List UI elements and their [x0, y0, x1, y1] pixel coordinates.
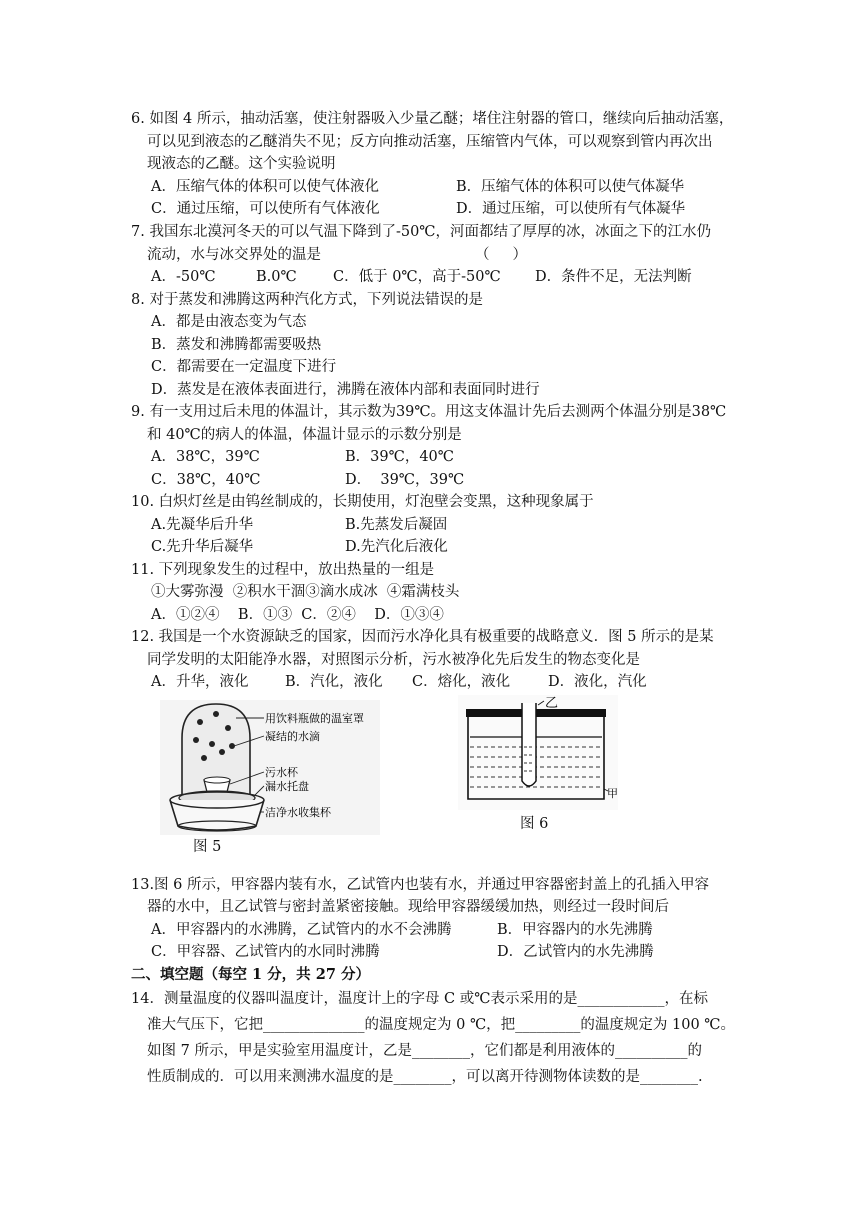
q6-option-c: C．通过压缩，可以使所有气体液化 — [151, 201, 380, 217]
q7-line1: 7. 我国东北漠河冬天的可以气温下降到了-50℃，河面都结了厚厚的冰，冰面之下的江水仍 — [131, 224, 712, 240]
q10-option-c: C.先升华后凝华 — [151, 539, 254, 555]
q6-option-d: D．通过压缩，可以使所有气体凝华 — [456, 201, 686, 217]
q13-option-a: A．甲容器内的水沸腾，乙试管内的水不会沸腾 — [151, 922, 452, 938]
q12-option-a: A．升华，液化 — [151, 674, 249, 690]
q6-option-b: B．压缩气体的体积可以使气体凝华 — [456, 179, 685, 195]
figure-5-caption: 图 5 — [193, 839, 222, 855]
q14-line2: 准大气压下，它把______________的温度规定为 0 ℃，把_________的温度规定为 100 ℃。 — [147, 1017, 736, 1033]
q7-option-c: C．低于 0℃，高于-50℃ — [333, 269, 501, 285]
q7-option-a: A．-50℃ — [151, 269, 216, 285]
q7-option-d: D．条件不足，无法判断 — [535, 269, 692, 285]
section-2-title: 二、填空题（每空 1 分，共 27 分） — [131, 966, 370, 983]
q14-line1: 14．测量温度的仪器叫温度计，温度计上的字母 C 或℃表示采用的是____________，在标 — [131, 991, 708, 1007]
q9-line2: 和 40℃的病人的体温，体温计显示的示数分别是 — [147, 427, 462, 443]
q10-option-a: A.先凝华后升华 — [151, 517, 254, 533]
q9-option-a: A．38℃，39℃ — [151, 449, 260, 465]
q7-option-b: B.0℃ — [256, 269, 297, 285]
q7-line2: 流动，水与冰交界处的温是 — [147, 247, 321, 263]
fig5-label-tray: 漏水托盘 — [265, 780, 309, 793]
q8-option-c: C．都需要在一定温度下进行 — [151, 359, 337, 375]
q7-answer-paren: （ ） — [475, 247, 528, 263]
fig5-label-droplets: 凝结的水滴 — [265, 730, 320, 743]
figure-5-solar-purifier — [160, 700, 380, 835]
q12-option-d: D．液化，汽化 — [548, 674, 647, 690]
q6-option-a: A．压缩气体的体积可以使气体液化 — [151, 179, 379, 195]
q8-line1: 8. 对于蒸发和沸腾这两种汽化方式，下列说法错误的是 — [131, 292, 483, 308]
q11-line2: ①大雾弥漫 ②积水干涸③滴水成冰 ④霜满枝头 — [151, 584, 460, 600]
q13-option-d: D．乙试管内的水先沸腾 — [497, 944, 654, 960]
q12-option-c: C．熔化，液化 — [412, 674, 511, 690]
q6-line1: 6. 如图 4 所示，抽动活塞，使注射器吸入少量乙醚；堵住注射器的管口，继续向后抽动活塞， — [131, 111, 734, 127]
q8-option-a: A．都是由液态变为气态 — [151, 314, 307, 330]
fig5-label-dirty-cup: 污水杯 — [265, 766, 298, 779]
q12-option-b: B．汽化，液化 — [285, 674, 383, 690]
q8-option-b: B．蒸发和沸腾都需要吸热 — [151, 337, 322, 353]
q11-options: A．①②④ B．①③ C．②④ D．①③④ — [151, 607, 444, 623]
figure-6-container — [458, 695, 618, 810]
fig5-label-dome: 用饮料瓶做的温室罩 — [265, 712, 364, 725]
q9-option-d: D． 39℃，39℃ — [345, 472, 465, 488]
q12-line2: 同学发明的太阳能净水器，对照图示分析，污水被净化先后发生的物态变化是 — [147, 652, 640, 668]
q9-line1: 9. 有一支用过后未甩的体温计，其示数为39℃。用这支体温计先后去测两个体温分别是38℃ — [131, 404, 727, 420]
q6-line3: 现液态的乙醚。这个实验说明 — [147, 156, 336, 172]
q13-line1: 13.图 6 所示，甲容器内装有水，乙试管内也装有水，并通过甲容器密封盖上的孔插入甲容 — [131, 877, 709, 893]
fig6-label-yi: 乙 — [545, 696, 559, 711]
figure-6-caption: 图 6 — [520, 816, 549, 832]
q14-line4: 性质制成的．可以用来测沸水温度的是________，可以离开待测物体读数的是________. — [147, 1069, 703, 1085]
q9-option-c: C．38℃，40℃ — [151, 472, 261, 488]
q11-line1: 11. 下列现象发生的过程中，放出热量的一组是 — [131, 562, 435, 578]
q13-option-c: C．甲容器、乙试管内的水同时沸腾 — [151, 944, 380, 960]
fig6-label-jia: 甲 — [607, 787, 618, 800]
fig5-label-clean-cup: 洁净水收集杯 — [265, 806, 331, 819]
q6-line2: 可以见到液态的乙醚消失不见；反方向推动活塞，压缩管内气体，可以观察到管内再次出 — [147, 134, 713, 150]
q8-option-d: D．蒸发是在液体表面进行，沸腾在液体内部和表面同时进行 — [151, 382, 540, 398]
q13-option-b: B．甲容器内的水先沸腾 — [497, 922, 653, 938]
q9-option-b: B．39℃，40℃ — [345, 449, 454, 465]
q13-line2: 器的水中，且乙试管与密封盖紧密接触。现给甲容器缓缓加热，则经过一段时间后 — [147, 899, 669, 915]
q10-option-b: B.先蒸发后凝固 — [345, 517, 448, 533]
q10-option-d: D.先汽化后液化 — [345, 539, 448, 555]
q14-line3: 如图 7 所示，甲是实验室用温度计，乙是________，它们都是利用液体的__________的 — [147, 1043, 702, 1059]
q12-line1: 12. 我国是一个水资源缺乏的国家，因而污水净化具有极重要的战略意义．图 5 所示的是某 — [131, 629, 714, 645]
q10-line1: 10. 白炽灯丝是由钨丝制成的，长期使用，灯泡壁会变黑，这种现象属于 — [131, 494, 594, 510]
